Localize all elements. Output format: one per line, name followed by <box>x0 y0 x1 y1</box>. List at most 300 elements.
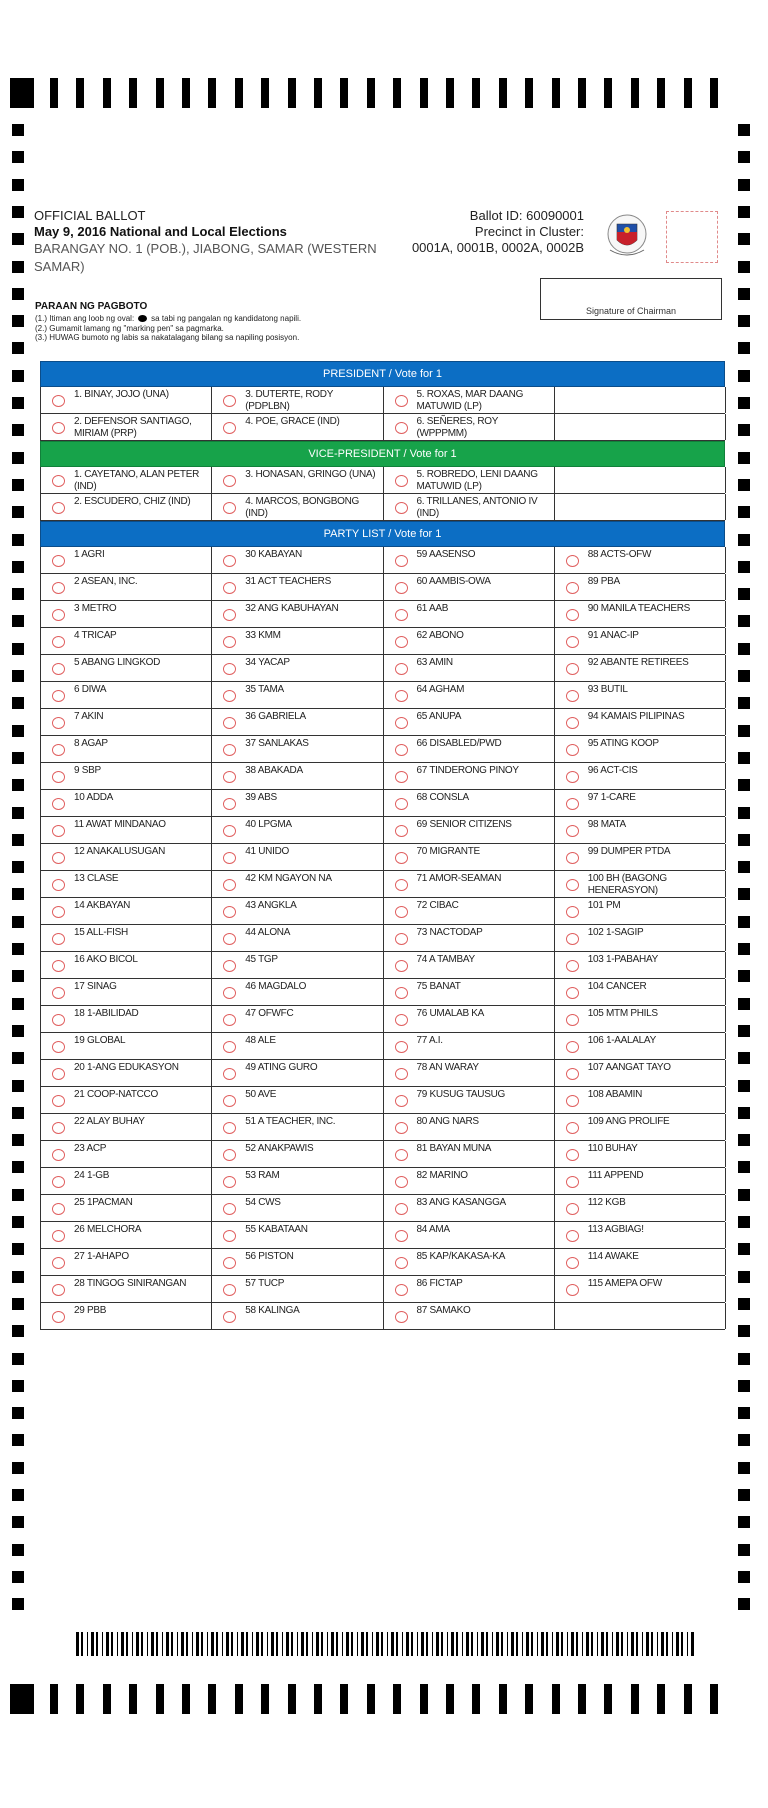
side-timing-mark <box>12 179 24 191</box>
vote-oval[interactable] <box>566 798 579 810</box>
candidate-option[interactable] <box>384 1195 555 1221</box>
party-list-row <box>40 979 725 1006</box>
candidate-option[interactable] <box>555 790 726 816</box>
candidate-option[interactable] <box>212 1276 383 1302</box>
vote-oval[interactable] <box>566 1176 579 1188</box>
barcode-bar <box>366 1632 368 1656</box>
vote-oval[interactable] <box>395 879 408 891</box>
vote-oval[interactable] <box>395 960 408 972</box>
candidate-option[interactable] <box>212 790 383 816</box>
vote-oval[interactable] <box>52 933 65 945</box>
candidate-option[interactable] <box>212 817 383 843</box>
vote-oval[interactable] <box>566 1041 579 1053</box>
candidate-option[interactable] <box>384 414 555 440</box>
vote-oval[interactable] <box>395 555 408 567</box>
vote-oval[interactable] <box>52 663 65 675</box>
vote-oval[interactable] <box>566 1257 579 1269</box>
candidate-option[interactable] <box>41 1303 212 1329</box>
vote-oval[interactable] <box>52 1068 65 1080</box>
candidate-option[interactable] <box>555 736 726 762</box>
timing-mark <box>472 1684 480 1714</box>
vote-oval[interactable] <box>566 987 579 999</box>
vote-oval[interactable] <box>566 1284 579 1296</box>
vote-oval[interactable] <box>223 1257 236 1269</box>
vote-oval[interactable] <box>223 422 236 434</box>
candidate-option[interactable] <box>384 844 555 870</box>
candidate-option[interactable] <box>212 709 383 735</box>
candidate-option[interactable] <box>41 736 212 762</box>
candidate-option[interactable] <box>384 467 555 493</box>
vote-oval[interactable] <box>395 422 408 434</box>
candidate-option[interactable] <box>212 1222 383 1248</box>
candidate-option[interactable] <box>212 1114 383 1140</box>
vote-oval[interactable] <box>395 1203 408 1215</box>
candidate-option[interactable] <box>384 1141 555 1167</box>
vote-oval[interactable] <box>395 1230 408 1242</box>
vote-oval[interactable] <box>223 717 236 729</box>
candidate-option[interactable] <box>41 494 212 520</box>
side-timing-mark <box>738 1271 750 1283</box>
vote-oval[interactable] <box>395 1122 408 1134</box>
vice-president-row <box>40 467 725 494</box>
vote-oval[interactable] <box>52 987 65 999</box>
candidate-option[interactable] <box>41 1114 212 1140</box>
barcode-bar <box>541 1632 544 1656</box>
vote-oval[interactable] <box>223 825 236 837</box>
side-timing-mark <box>12 206 24 218</box>
candidate-option[interactable] <box>41 709 212 735</box>
vote-oval[interactable] <box>52 1257 65 1269</box>
vote-oval[interactable] <box>223 1122 236 1134</box>
vote-oval[interactable] <box>223 933 236 945</box>
candidate-option[interactable] <box>555 1249 726 1275</box>
vote-oval[interactable] <box>395 906 408 918</box>
vote-oval[interactable] <box>223 960 236 972</box>
candidate-option[interactable] <box>41 574 212 600</box>
instruction-1-text-a: (1.) Itiman ang loob ng oval: <box>35 314 135 323</box>
candidate-option[interactable] <box>555 1060 726 1086</box>
candidate-option[interactable] <box>555 1033 726 1059</box>
vote-oval[interactable] <box>223 663 236 675</box>
vote-oval[interactable] <box>566 852 579 864</box>
candidate-option[interactable] <box>212 1060 383 1086</box>
candidate-option[interactable] <box>384 790 555 816</box>
candidate-option[interactable] <box>384 763 555 789</box>
candidate-option[interactable] <box>384 952 555 978</box>
party-list-row <box>40 1168 725 1195</box>
vote-oval[interactable] <box>223 1014 236 1026</box>
candidate-option[interactable] <box>41 547 212 573</box>
side-timing-mark <box>12 1298 24 1310</box>
candidate-option[interactable] <box>384 979 555 1005</box>
vote-oval[interactable] <box>52 1311 65 1323</box>
candidate-option[interactable] <box>41 1006 212 1032</box>
vote-oval[interactable] <box>223 475 236 487</box>
vote-oval[interactable] <box>566 960 579 972</box>
candidate-option[interactable] <box>555 844 726 870</box>
candidate-option[interactable] <box>555 574 726 600</box>
candidate-option[interactable] <box>384 547 555 573</box>
candidate-option[interactable] <box>384 709 555 735</box>
candidate-option[interactable] <box>555 628 726 654</box>
candidate-option[interactable] <box>384 1303 555 1329</box>
barcode-bar <box>192 1632 193 1656</box>
vote-oval[interactable] <box>223 798 236 810</box>
vote-oval[interactable] <box>52 636 65 648</box>
vote-oval[interactable] <box>223 1041 236 1053</box>
vote-oval[interactable] <box>566 1203 579 1215</box>
candidate-option[interactable] <box>555 709 726 735</box>
candidate-option[interactable] <box>384 655 555 681</box>
candidate-option[interactable] <box>555 763 726 789</box>
vote-oval[interactable] <box>52 1284 65 1296</box>
vote-oval[interactable] <box>52 502 65 514</box>
candidate-option[interactable] <box>212 1168 383 1194</box>
vote-oval[interactable] <box>395 395 408 407</box>
vote-oval[interactable] <box>52 1014 65 1026</box>
candidate-name: 86 FICTAP <box>416 1278 463 1289</box>
vote-oval[interactable] <box>52 475 65 487</box>
vote-oval[interactable] <box>395 933 408 945</box>
vote-oval[interactable] <box>395 663 408 675</box>
candidate-option[interactable] <box>41 387 212 413</box>
barcode-bar <box>141 1632 143 1656</box>
candidate-name: 43 ANGKLA <box>245 900 297 911</box>
candidate-option[interactable] <box>555 871 726 897</box>
barcode-bar <box>201 1632 203 1656</box>
vote-oval[interactable] <box>52 1230 65 1242</box>
candidate-option[interactable] <box>41 414 212 440</box>
candidate-name: 104 CANCER <box>587 981 647 992</box>
candidate-option[interactable] <box>555 1195 726 1221</box>
side-timing-mark <box>738 370 750 382</box>
candidate-option[interactable] <box>212 1195 383 1221</box>
candidate-option[interactable] <box>41 790 212 816</box>
vote-oval[interactable] <box>395 1311 408 1323</box>
candidate-option[interactable] <box>212 1249 383 1275</box>
vote-oval[interactable] <box>52 852 65 864</box>
vote-oval[interactable] <box>395 636 408 648</box>
candidate-option[interactable] <box>555 1276 726 1302</box>
vote-oval[interactable] <box>52 1203 65 1215</box>
candidate-option[interactable] <box>41 601 212 627</box>
candidate-name: 23 ACP <box>74 1143 107 1154</box>
candidate-option[interactable] <box>41 763 212 789</box>
candidate-option[interactable] <box>41 925 212 951</box>
candidate-option[interactable] <box>41 1087 212 1113</box>
vote-oval[interactable] <box>223 1284 236 1296</box>
candidate-name: 111 APPEND <box>587 1170 644 1181</box>
vote-oval[interactable] <box>52 690 65 702</box>
candidate-option[interactable] <box>41 1168 212 1194</box>
vote-oval[interactable] <box>52 1176 65 1188</box>
vote-oval[interactable] <box>566 1095 579 1107</box>
candidate-option[interactable] <box>555 655 726 681</box>
vote-oval[interactable] <box>223 395 236 407</box>
candidate-option[interactable] <box>384 871 555 897</box>
barcode-bar <box>211 1632 214 1656</box>
side-timing-mark <box>738 888 750 900</box>
candidate-option[interactable] <box>384 682 555 708</box>
vote-oval[interactable] <box>395 582 408 594</box>
candidate-option[interactable] <box>41 1195 212 1221</box>
candidate-option[interactable] <box>41 682 212 708</box>
candidate-option[interactable] <box>41 1276 212 1302</box>
candidate-option[interactable] <box>555 817 726 843</box>
vote-oval[interactable] <box>395 852 408 864</box>
vote-oval[interactable] <box>52 960 65 972</box>
vote-oval[interactable] <box>223 879 236 891</box>
vote-oval[interactable] <box>395 1014 408 1026</box>
vote-oval[interactable] <box>52 609 65 621</box>
candidate-option[interactable] <box>212 467 383 493</box>
vote-oval[interactable] <box>566 933 579 945</box>
candidate-option[interactable] <box>384 1006 555 1032</box>
vote-oval[interactable] <box>223 1230 236 1242</box>
candidate-option[interactable] <box>384 817 555 843</box>
vote-oval[interactable] <box>566 663 579 675</box>
candidate-option[interactable] <box>41 628 212 654</box>
vote-oval[interactable] <box>52 906 65 918</box>
candidate-option[interactable] <box>41 1249 212 1275</box>
vote-oval[interactable] <box>52 744 65 756</box>
barcode-bar <box>216 1632 218 1656</box>
vote-oval[interactable] <box>223 636 236 648</box>
vote-oval[interactable] <box>395 798 408 810</box>
candidate-option[interactable] <box>41 1033 212 1059</box>
vote-oval[interactable] <box>223 906 236 918</box>
barcode-bar <box>252 1632 253 1656</box>
candidate-option[interactable] <box>555 925 726 951</box>
candidate-option[interactable] <box>41 655 212 681</box>
candidate-option[interactable] <box>212 925 383 951</box>
candidate-option[interactable] <box>212 655 383 681</box>
vote-oval[interactable] <box>223 555 236 567</box>
vote-oval[interactable] <box>566 582 579 594</box>
vote-oval[interactable] <box>223 1095 236 1107</box>
side-timing-mark <box>12 1353 24 1365</box>
president-row <box>40 414 725 441</box>
vote-oval[interactable] <box>395 475 408 487</box>
party-list-row <box>40 574 725 601</box>
candidate-option[interactable] <box>384 1276 555 1302</box>
side-timing-mark <box>12 1434 24 1446</box>
candidate-option[interactable] <box>555 952 726 978</box>
candidate-option[interactable] <box>41 979 212 1005</box>
vote-oval[interactable] <box>566 906 579 918</box>
vote-oval[interactable] <box>395 1068 408 1080</box>
vote-oval[interactable] <box>52 1095 65 1107</box>
candidate-option[interactable] <box>212 1141 383 1167</box>
candidate-option[interactable] <box>212 1006 383 1032</box>
barcode-bar <box>666 1632 668 1656</box>
vote-oval[interactable] <box>223 852 236 864</box>
candidate-option[interactable] <box>384 601 555 627</box>
vote-oval[interactable] <box>566 1149 579 1161</box>
vote-oval[interactable] <box>395 744 408 756</box>
vote-oval[interactable] <box>395 987 408 999</box>
vote-oval[interactable] <box>223 502 236 514</box>
candidate-option[interactable] <box>212 979 383 1005</box>
vote-oval[interactable] <box>566 609 579 621</box>
candidate-option[interactable] <box>555 1006 726 1032</box>
vote-oval[interactable] <box>395 1041 408 1053</box>
candidate-option[interactable] <box>212 1303 383 1329</box>
vote-oval[interactable] <box>223 1176 236 1188</box>
side-timing-mark <box>738 1161 750 1173</box>
vote-oval[interactable] <box>52 1122 65 1134</box>
vote-oval[interactable] <box>52 422 65 434</box>
vote-oval[interactable] <box>395 1176 408 1188</box>
vote-oval[interactable] <box>566 744 579 756</box>
timing-mark <box>261 1684 269 1714</box>
timing-mark <box>684 1684 692 1714</box>
vote-oval[interactable] <box>52 771 65 783</box>
candidate-option[interactable] <box>384 1168 555 1194</box>
vote-oval[interactable] <box>52 798 65 810</box>
vote-oval[interactable] <box>566 1068 579 1080</box>
vote-oval[interactable] <box>566 555 579 567</box>
candidate-option[interactable] <box>41 871 212 897</box>
president-row <box>40 387 725 414</box>
vote-oval[interactable] <box>566 825 579 837</box>
barcode-bar <box>447 1632 448 1656</box>
vote-oval[interactable] <box>52 717 65 729</box>
vote-oval[interactable] <box>223 1203 236 1215</box>
candidate-option[interactable] <box>212 547 383 573</box>
vote-oval[interactable] <box>52 1041 65 1053</box>
vote-oval[interactable] <box>566 636 579 648</box>
candidate-option[interactable] <box>41 1141 212 1167</box>
candidate-option[interactable] <box>212 736 383 762</box>
candidate-option[interactable] <box>212 494 383 520</box>
vote-oval[interactable] <box>52 879 65 891</box>
candidate-option[interactable] <box>212 682 383 708</box>
candidate-option[interactable] <box>555 1114 726 1140</box>
candidate-option[interactable] <box>212 844 383 870</box>
candidate-option[interactable] <box>555 601 726 627</box>
candidate-option[interactable] <box>41 1222 212 1248</box>
candidate-option[interactable] <box>555 1141 726 1167</box>
candidate-option[interactable] <box>384 1033 555 1059</box>
candidate-option[interactable] <box>212 763 383 789</box>
candidate-option[interactable] <box>212 898 383 924</box>
side-timing-mark <box>738 643 750 655</box>
vote-oval[interactable] <box>395 690 408 702</box>
candidate-option[interactable] <box>212 628 383 654</box>
vote-oval[interactable] <box>223 582 236 594</box>
vote-oval[interactable] <box>395 502 408 514</box>
vote-oval[interactable] <box>395 1149 408 1161</box>
candidate-option[interactable] <box>212 414 383 440</box>
vote-oval[interactable] <box>223 771 236 783</box>
candidate-option[interactable] <box>384 494 555 520</box>
candidate-option[interactable] <box>41 898 212 924</box>
vote-oval[interactable] <box>395 609 408 621</box>
barcode-bar <box>276 1632 278 1656</box>
vote-oval[interactable] <box>395 825 408 837</box>
vote-oval[interactable] <box>566 1014 579 1026</box>
signature-box[interactable] <box>540 278 722 320</box>
candidate-option[interactable] <box>41 467 212 493</box>
vote-oval[interactable] <box>223 744 236 756</box>
vote-oval[interactable] <box>566 1122 579 1134</box>
candidate-option[interactable] <box>384 736 555 762</box>
candidate-option[interactable] <box>212 601 383 627</box>
candidate-option[interactable] <box>41 1060 212 1086</box>
candidate-option[interactable] <box>212 574 383 600</box>
candidate-option[interactable] <box>555 1087 726 1113</box>
vote-oval[interactable] <box>223 1311 236 1323</box>
candidate-name: 40 LPGMA <box>245 819 292 830</box>
vote-oval[interactable] <box>52 1149 65 1161</box>
candidate-option[interactable] <box>384 387 555 413</box>
candidate-name: 24 1-GB <box>74 1170 110 1181</box>
candidate-option[interactable] <box>41 817 212 843</box>
candidate-option[interactable] <box>555 1168 726 1194</box>
vote-oval[interactable] <box>566 1230 579 1242</box>
barcode-bar <box>342 1632 343 1656</box>
candidate-option[interactable] <box>212 1033 383 1059</box>
candidate-option[interactable] <box>212 871 383 897</box>
side-timing-mark <box>738 206 750 218</box>
candidate-option[interactable] <box>212 952 383 978</box>
candidate-option[interactable] <box>555 1222 726 1248</box>
vote-oval[interactable] <box>223 1149 236 1161</box>
candidate-option[interactable] <box>384 1249 555 1275</box>
vote-oval[interactable] <box>566 690 579 702</box>
candidate-option[interactable] <box>384 898 555 924</box>
candidate-option[interactable] <box>384 1060 555 1086</box>
candidate-option[interactable] <box>212 1087 383 1113</box>
side-timing-mark <box>738 261 750 273</box>
candidate-option[interactable] <box>384 925 555 951</box>
candidate-option[interactable] <box>384 628 555 654</box>
vote-oval[interactable] <box>395 1257 408 1269</box>
vote-oval[interactable] <box>52 395 65 407</box>
candidate-option[interactable] <box>41 844 212 870</box>
candidate-option[interactable] <box>555 547 726 573</box>
vote-oval[interactable] <box>566 879 579 891</box>
vote-oval[interactable] <box>566 717 579 729</box>
vote-oval[interactable] <box>52 582 65 594</box>
vote-oval[interactable] <box>223 987 236 999</box>
candidate-option[interactable] <box>41 952 212 978</box>
vote-oval[interactable] <box>395 771 408 783</box>
vote-oval[interactable] <box>52 555 65 567</box>
candidate-name: 34 YACAP <box>245 657 290 668</box>
candidate-option[interactable] <box>555 979 726 1005</box>
candidate-name: 114 AWAKE <box>587 1251 639 1262</box>
vote-oval[interactable] <box>566 771 579 783</box>
candidate-option[interactable] <box>384 1114 555 1140</box>
candidate-option[interactable] <box>212 387 383 413</box>
candidate-option[interactable] <box>384 574 555 600</box>
vote-oval[interactable] <box>223 690 236 702</box>
vote-oval[interactable] <box>52 825 65 837</box>
vote-oval[interactable] <box>223 1068 236 1080</box>
timing-mark <box>235 1684 243 1714</box>
candidate-option[interactable] <box>384 1087 555 1113</box>
vote-oval[interactable] <box>395 717 408 729</box>
candidate-option[interactable] <box>384 1222 555 1248</box>
candidate-option[interactable] <box>555 898 726 924</box>
vote-oval[interactable] <box>395 1284 408 1296</box>
vote-oval[interactable] <box>223 609 236 621</box>
barcode-bar <box>87 1632 88 1656</box>
vote-oval[interactable] <box>395 1095 408 1107</box>
candidate-option[interactable] <box>555 682 726 708</box>
